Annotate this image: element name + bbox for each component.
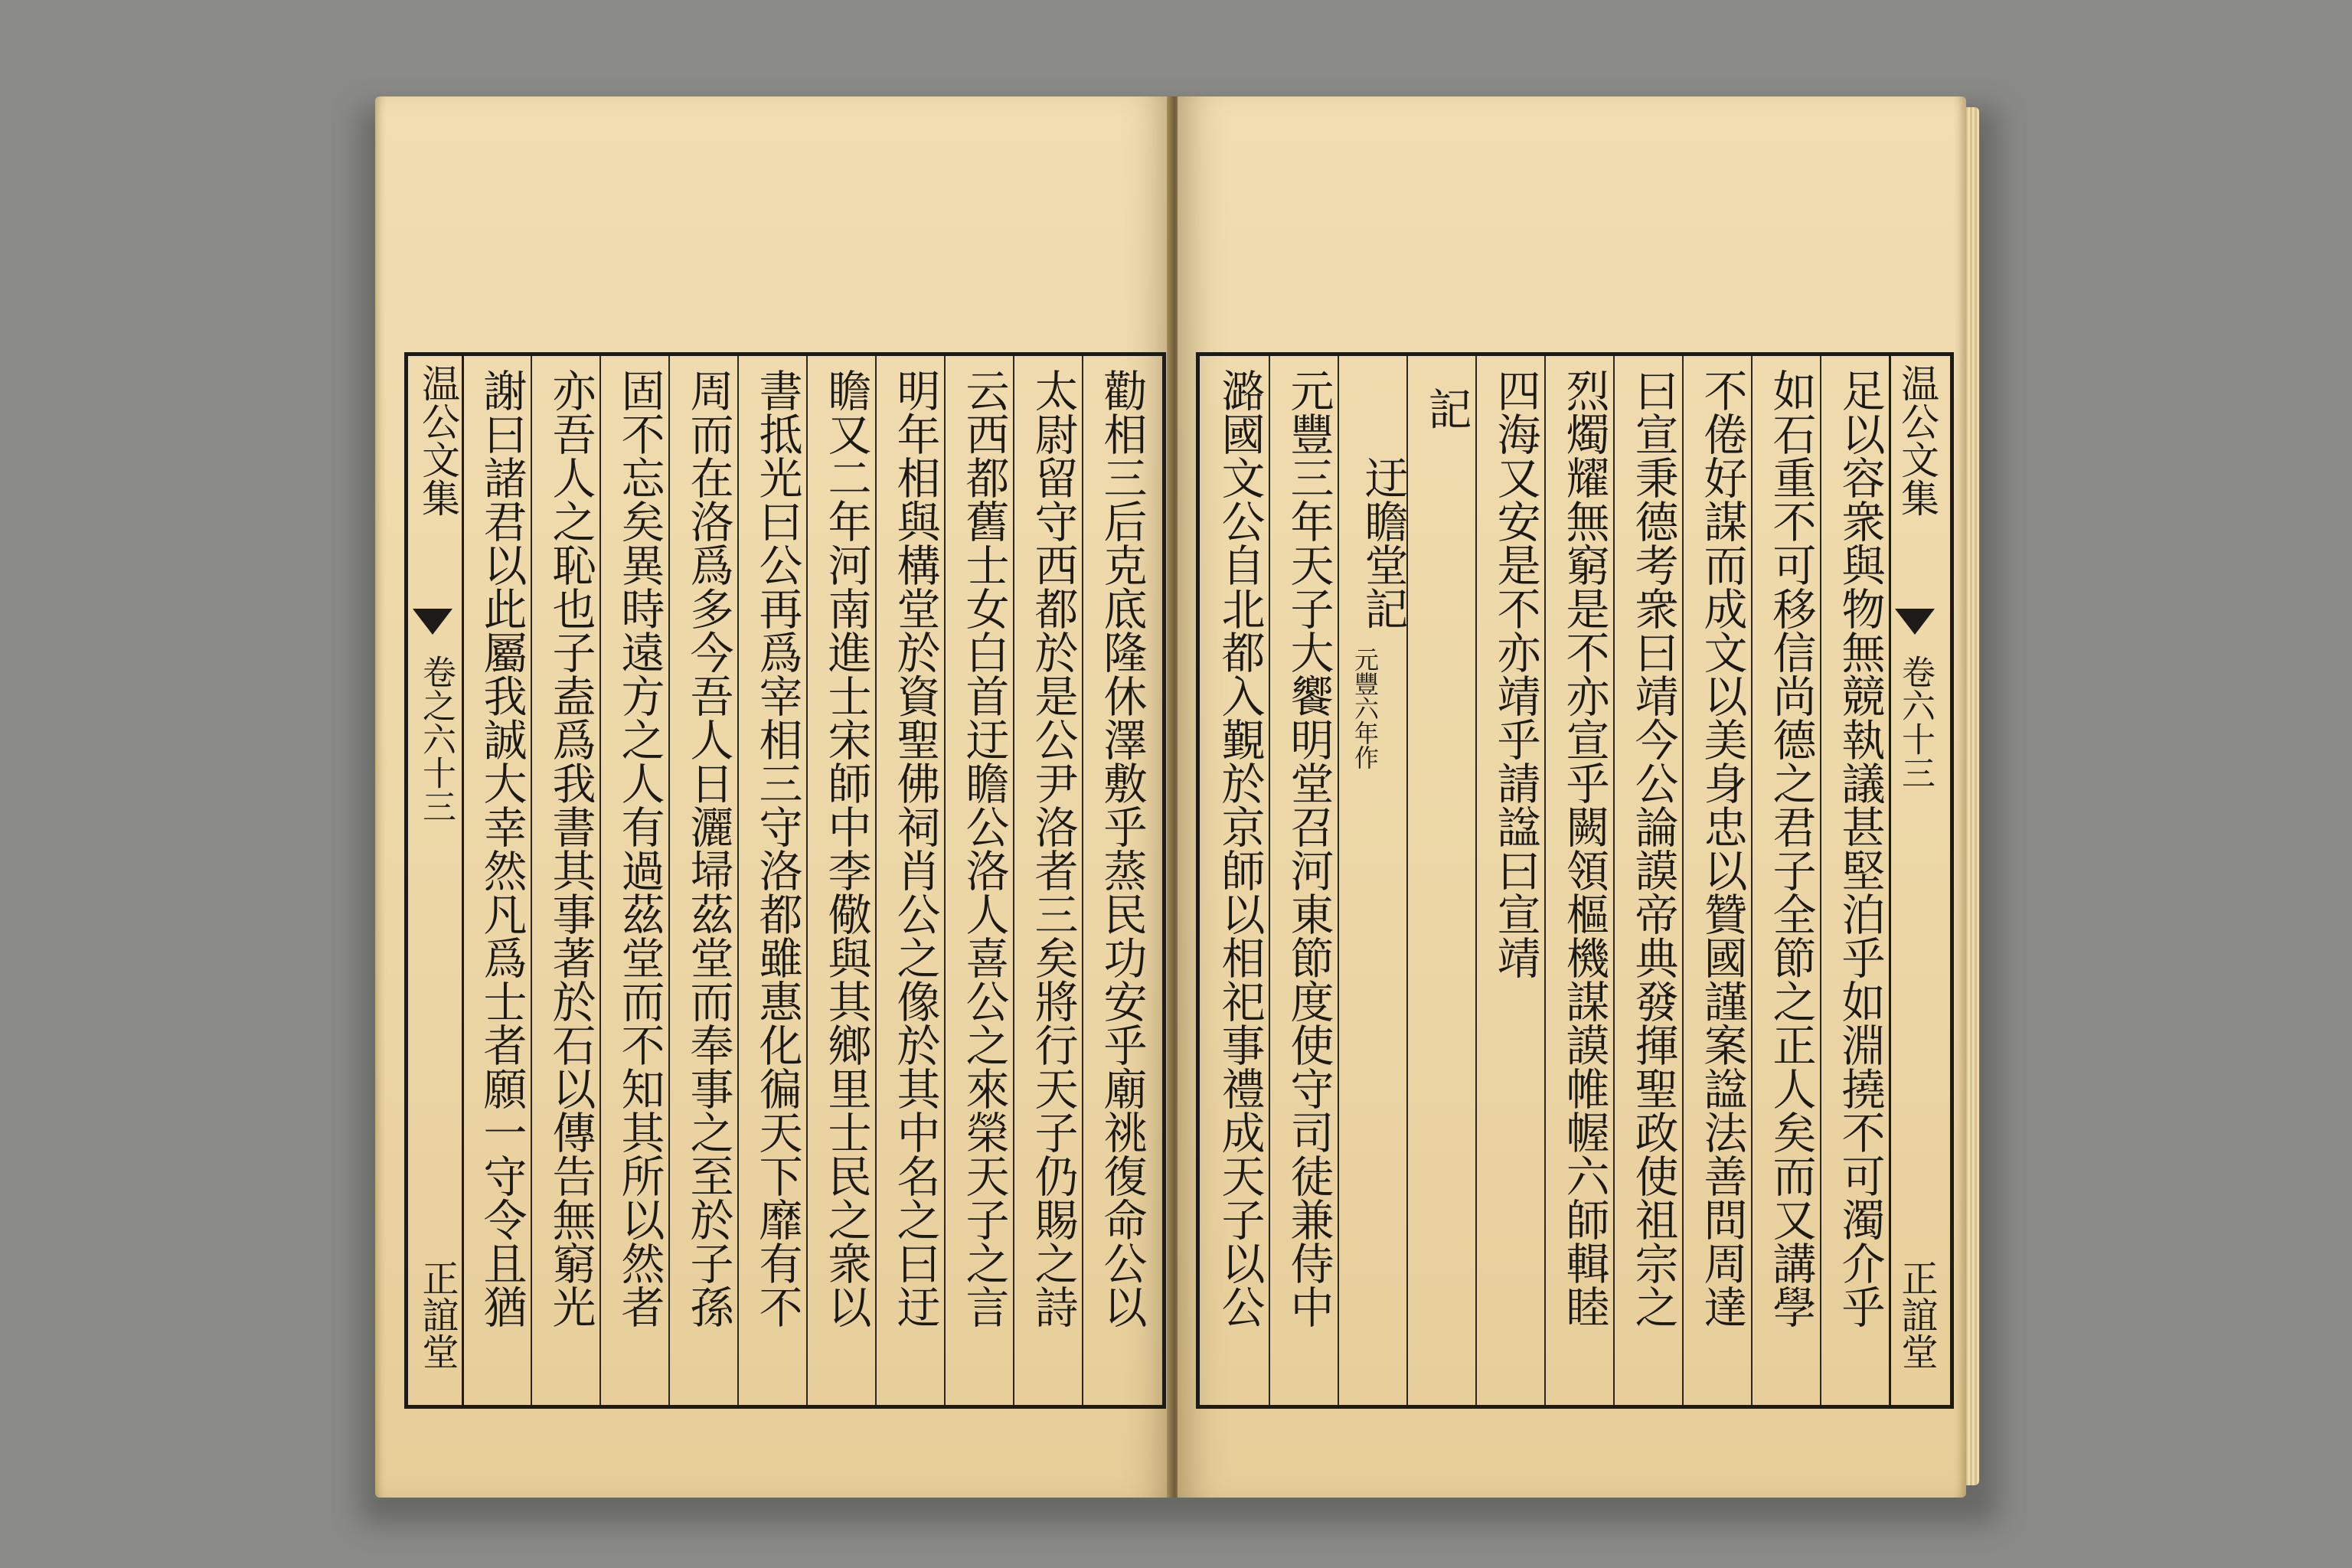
left-edge-volume: 卷之六十三 (416, 655, 456, 823)
col-rule (668, 356, 670, 1405)
col-rule (1338, 356, 1339, 1405)
right-edge-foot: 正誼堂 (1895, 1259, 1938, 1370)
col-rule (1475, 356, 1477, 1405)
text-column: 亦吾人之恥也子盍爲我書其事著於石以傳告無窮光 (545, 368, 596, 1328)
right-edge-volume: 卷六十三 (1896, 655, 1935, 789)
col-rule (1613, 356, 1615, 1405)
text-column: 書抵光曰公再爲宰相三守洛都雖惠化徧天下靡有不 (752, 368, 802, 1328)
text-column: 瞻又二年河南進士宋師中李儆與其鄉里士民之衆以 (821, 368, 871, 1328)
section-heading: 記 (1421, 387, 1472, 430)
left-fishtail-mark (413, 609, 452, 635)
col-rule (531, 356, 532, 1405)
text-column: 烈燭耀無窮是不亦宣乎闕領樞機謀謨帷幄六師輯睦 (1559, 368, 1609, 1328)
col-rule (1082, 356, 1083, 1405)
essay-title: 迂瞻堂記 (1357, 456, 1408, 630)
text-column: 四海又安是不亦靖乎請諡曰宣靖 (1490, 368, 1540, 979)
text-column: 元豐三年天子大饗明堂召河東節度使守司徒兼侍中 (1283, 368, 1334, 1328)
left-banxin-rule (462, 356, 464, 1405)
text-column: 如石重不可移信尚德之君子全節之正人矣而又講學 (1766, 368, 1816, 1328)
text-column: 固不忘矣異時遠方之人有過茲堂而不知其所以然者 (614, 368, 665, 1328)
text-column: 潞國文公自北都入覲於京師以相祀事禮成天子以公 (1214, 368, 1265, 1328)
col-rule (875, 356, 877, 1405)
text-column: 云西都舊士女白首迂瞻公洛人喜公之來榮天子之言 (959, 368, 1009, 1328)
col-rule (737, 356, 739, 1405)
text-column: 足以容衆與物無競執議甚堅泊乎如淵撓不可濁介乎 (1834, 368, 1885, 1328)
col-rule (944, 356, 946, 1405)
col-rule (1682, 356, 1684, 1405)
text-column: 謝曰諸君以此屬我誠大幸然凡爲士者願一守令且猶 (476, 368, 527, 1328)
text-column: 明年相與構堂於資聖佛祠肖公之像於其中名之曰迂 (890, 368, 940, 1328)
col-rule (1269, 356, 1270, 1405)
col-rule (806, 356, 808, 1405)
essay-date-note: 元豐六年作 (1351, 647, 1380, 769)
col-rule (1751, 356, 1753, 1405)
col-rule (1820, 356, 1821, 1405)
text-column: 勸相三后克底隆休澤敷乎蒸民功安乎廟祧復命公以 (1096, 368, 1147, 1328)
right-fishtail-mark (1895, 609, 1935, 635)
right-edge-title: 温公文集 (1895, 364, 1939, 517)
text-column: 太尉留守西都於是公尹洛者三矣將行天子仍賜之詩 (1027, 368, 1078, 1328)
text-column: 不倦好謀而成文以美身忠以贊國謹案諡法善問周達 (1697, 368, 1747, 1328)
left-text-frame (404, 352, 1166, 1409)
left-edge-title: 温公文集 (416, 364, 460, 517)
right-text-frame (1196, 352, 1954, 1409)
col-rule (599, 356, 601, 1405)
left-edge-foot: 正誼堂 (416, 1259, 459, 1370)
right-banxin-rule (1889, 356, 1891, 1405)
text-column: 曰宣秉德考衆曰靖今公論謨帝典發揮聖政使祖宗之 (1628, 368, 1678, 1328)
col-rule (1013, 356, 1014, 1405)
col-rule (1544, 356, 1546, 1405)
text-column: 周而在洛爲多今吾人日灑埽茲堂而奉事之至於子孫 (683, 368, 733, 1328)
